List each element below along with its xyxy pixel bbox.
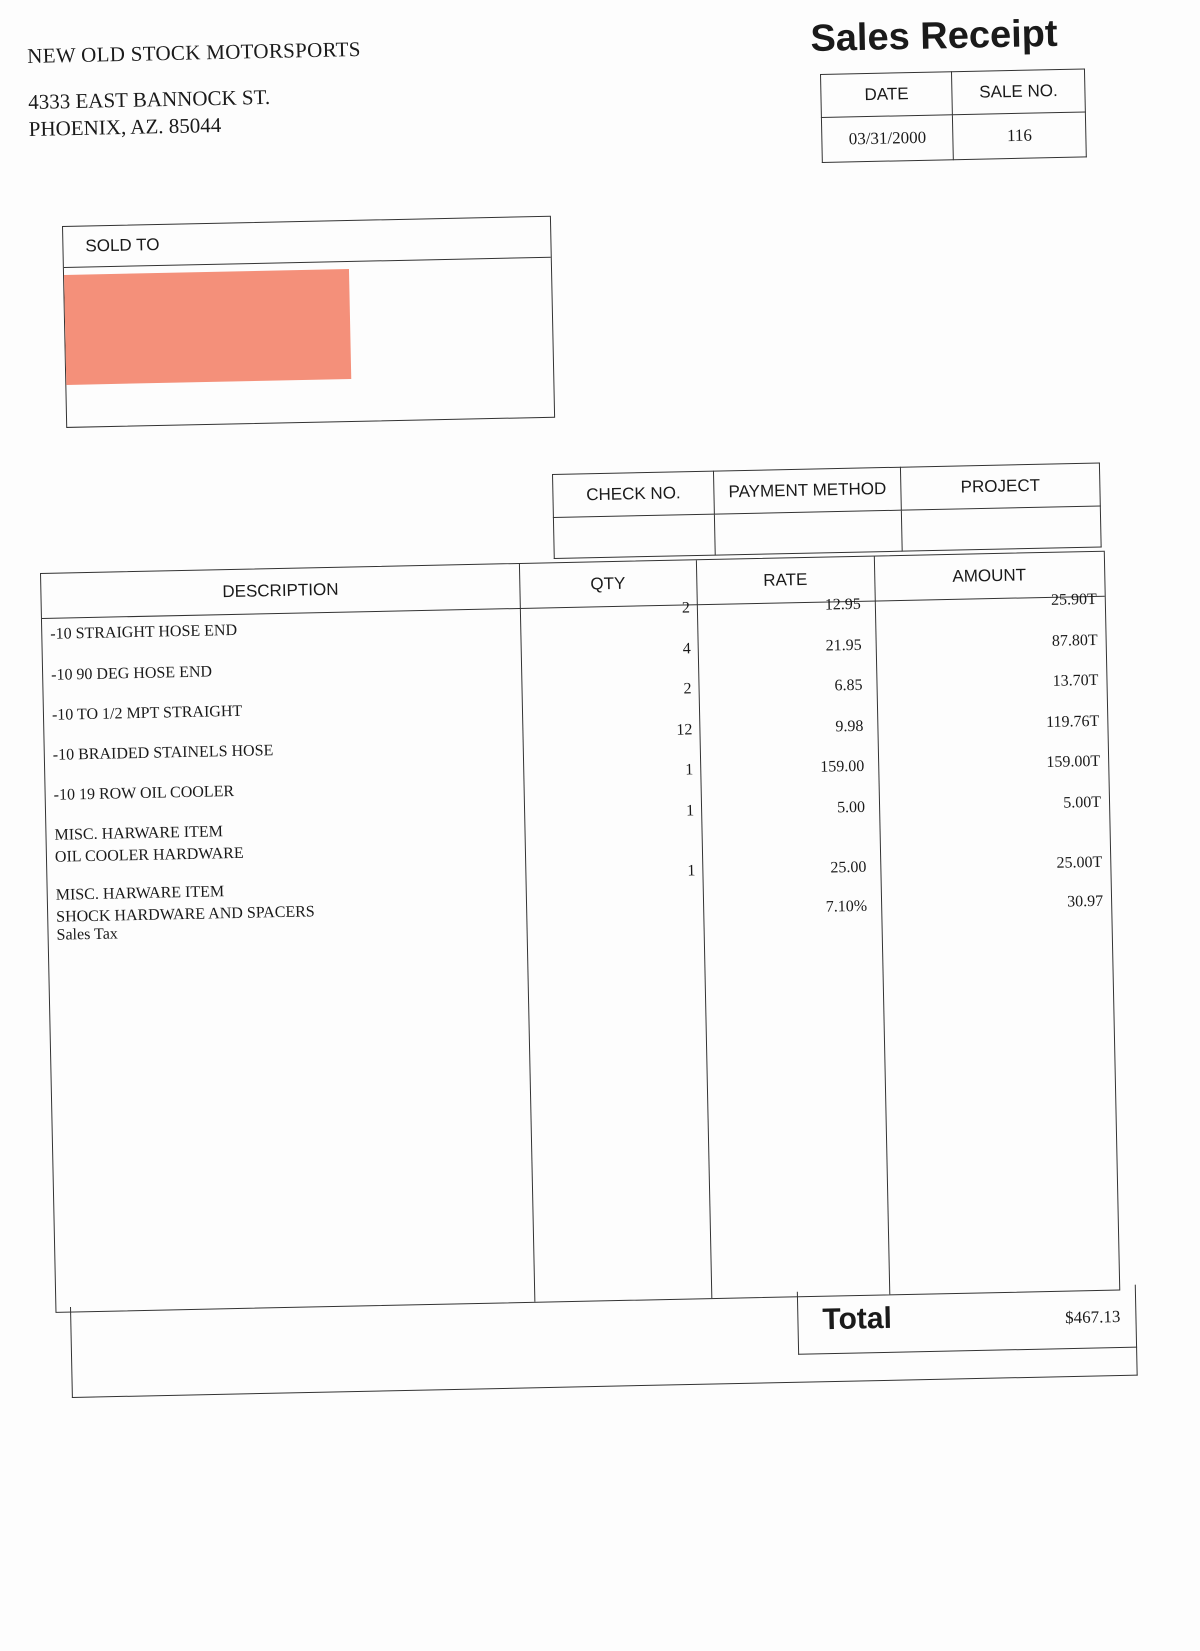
item-rate: 9.98 [835, 717, 864, 736]
column-header-description: DESCRIPTION [222, 579, 339, 602]
item-amount: 25.90T [1050, 590, 1097, 609]
column-divider [696, 560, 712, 1298]
company-address-line1: 4333 EAST BANNOCK ST. [27, 84, 271, 114]
redaction-block [64, 269, 351, 385]
item-description [54, 821, 244, 869]
item-rate: 5.00 [836, 798, 866, 817]
item-amount: 159.00T [1046, 752, 1101, 771]
column-header-amount: AMOUNT [952, 565, 1027, 586]
item-description-line: MISC. HARWARE ITEM [54, 823, 224, 844]
item-amount: 119.76T [1045, 712, 1100, 731]
item-description-line: -10 STRAIGHT HOSE END [50, 621, 238, 643]
item-description [53, 740, 274, 767]
item-amount: 5.00T [1063, 793, 1102, 812]
date-label: DATE [821, 72, 953, 118]
item-qty: 1 [685, 761, 694, 779]
sold-to-box [62, 216, 555, 428]
item-amount: 25.00T [1056, 853, 1103, 872]
item-description [56, 879, 315, 928]
column-header-rate: RATE [763, 569, 808, 590]
line-items-table [40, 551, 1120, 1313]
project-value [901, 506, 1101, 551]
total-value: $467.13 [1064, 1307, 1121, 1328]
item-qty [518, 901, 696, 905]
company-address-line2: PHOENIX, AZ. 85044 [28, 112, 222, 141]
project-label: PROJECT [900, 463, 1100, 510]
sale-no-label: SALE NO. [952, 69, 1086, 115]
item-description [50, 620, 237, 646]
item-description-line: OIL COOLER HARDWARE [54, 844, 244, 866]
sold-to-label: SOLD TO [63, 217, 551, 268]
item-description-line: -10 BRAIDED STAINELS HOSE [52, 742, 274, 764]
company-name: NEW OLD STOCK MOTORSPORTS [27, 37, 361, 68]
check-no-label: CHECK NO. [553, 471, 715, 517]
item-rate: 21.95 [825, 636, 862, 655]
item-description [51, 661, 212, 686]
item-rate: 25.00 [830, 858, 867, 877]
item-description-line: SHOCK HARDWARE AND SPACERS [56, 903, 315, 926]
item-amount: 30.97 [1066, 892, 1104, 911]
item-qty: 2 [683, 680, 692, 698]
item-description [52, 701, 243, 727]
item-description-line: Sales Tax [56, 925, 119, 944]
item-qty: 2 [681, 599, 691, 617]
item-description-line: -10 19 ROW OIL COOLER [53, 782, 235, 804]
total-cell [797, 1285, 1137, 1355]
total-label: Total [822, 1301, 893, 1337]
sale-no-value: 116 [953, 112, 1087, 160]
date-value: 03/31/2000 [821, 115, 953, 163]
item-amount: 87.80T [1051, 631, 1098, 650]
item-description [53, 781, 234, 807]
item-amount: 13.70T [1052, 671, 1099, 690]
item-rate: 6.85 [834, 676, 863, 695]
payment-method-label: PAYMENT METHOD [713, 467, 901, 514]
item-rate: 12.95 [824, 595, 862, 614]
item-rate: 159.00 [820, 757, 865, 776]
item-qty: 12 [676, 721, 693, 739]
check-no-value [553, 514, 715, 558]
item-description-line: -10 TO 1/2 MPT STRAIGHT [51, 702, 243, 724]
document-title: Sales Receipt [810, 12, 1058, 60]
item-qty: 1 [685, 802, 695, 820]
column-divider [519, 564, 535, 1302]
payment-info-table [552, 463, 1102, 559]
column-divider [874, 557, 890, 1295]
item-description-line: MISC. HARWARE ITEM [55, 883, 225, 904]
item-rate: 7.10% [825, 897, 868, 916]
company-block [27, 37, 363, 143]
payment-method-value [714, 510, 902, 555]
column-header-qty: QTY [590, 573, 626, 594]
item-qty: 1 [687, 862, 696, 880]
receipt-info-table [820, 68, 1087, 163]
item-description-line: -10 90 DEG HOSE END [50, 663, 213, 684]
item-qty: 4 [682, 640, 691, 658]
item-description [56, 923, 118, 946]
